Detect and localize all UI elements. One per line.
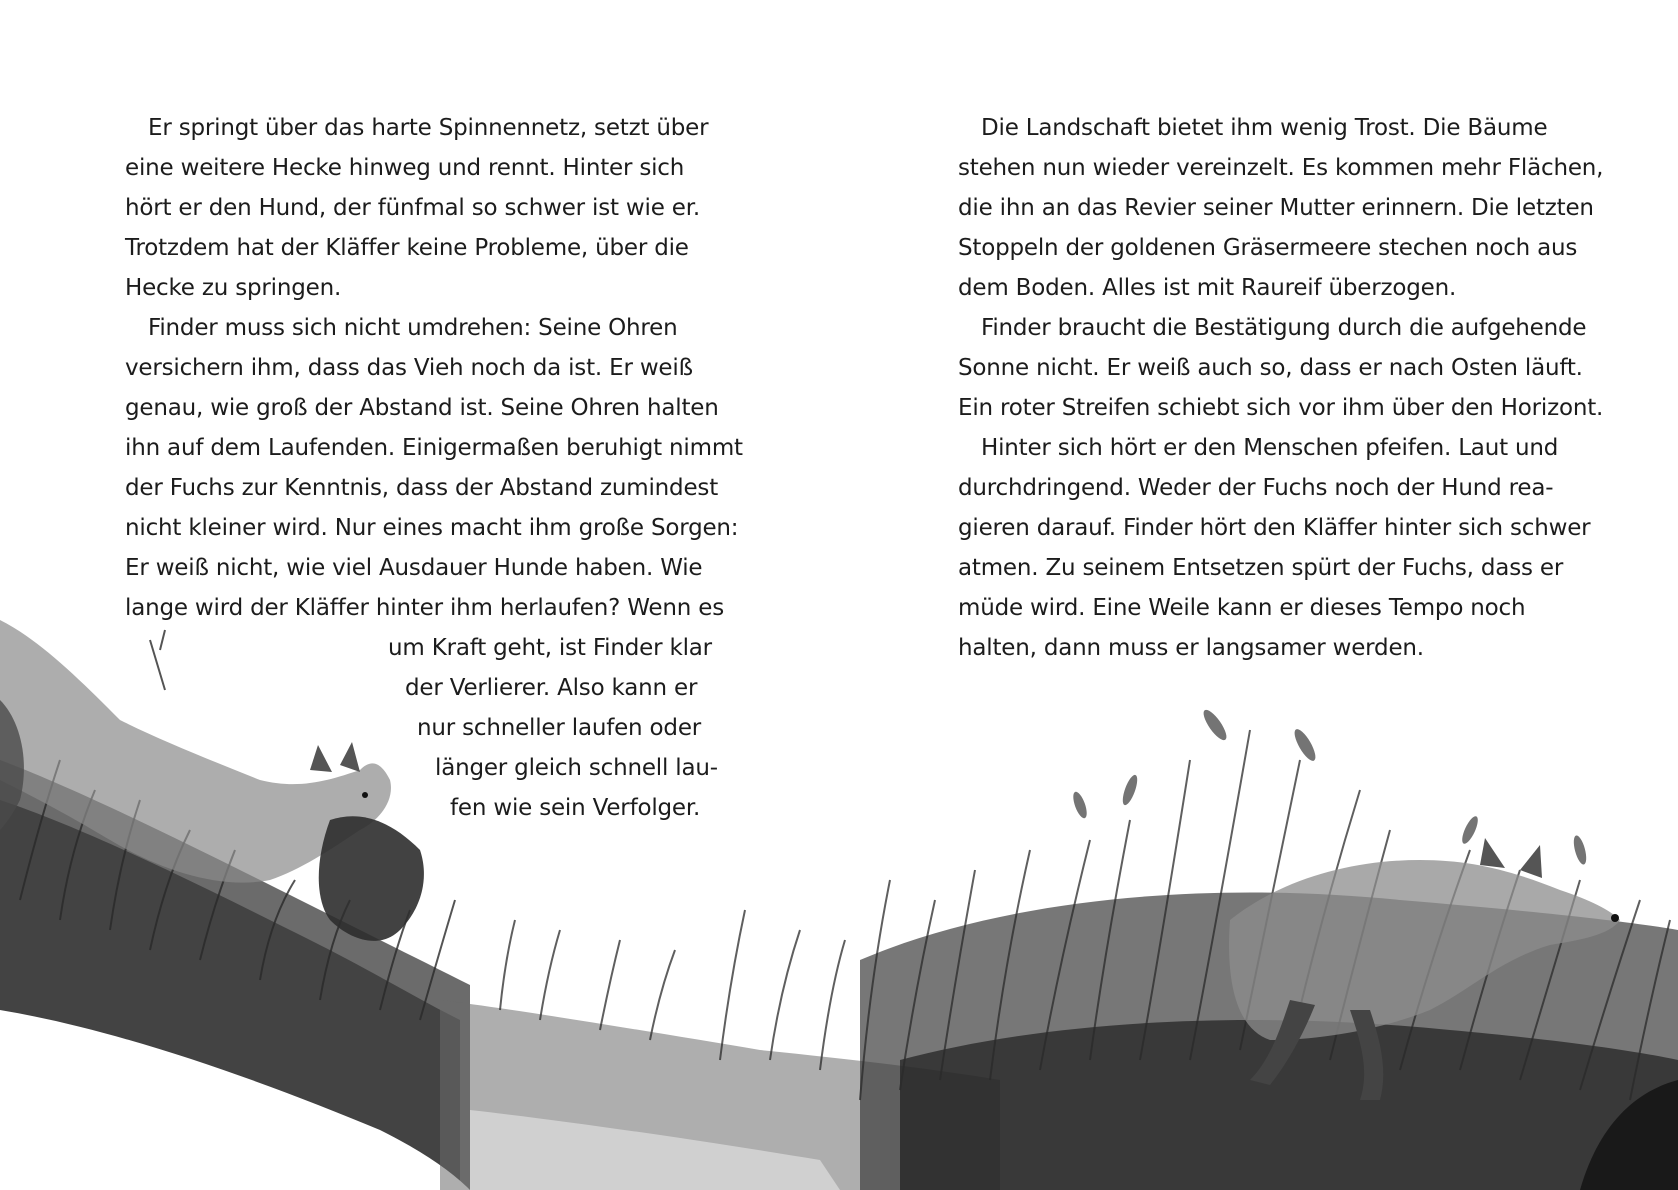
- text-line: atmen. Zu seinem Entsetzen spürt der Fuchs, dass er: [958, 555, 1564, 581]
- text-line: Er weiß nicht, wie viel Ausdauer Hunde haben. Wie: [125, 555, 703, 581]
- text-line: Finder muss sich nicht umdrehen: Seine Ohren: [148, 315, 678, 341]
- text-line: lange wird der Kläffer hinter ihm herlaufen? Wenn es: [125, 595, 724, 621]
- text-line: Hinter sich hört er den Menschen pfeifen. Laut und: [981, 435, 1559, 461]
- text-line: die ihn an das Revier seiner Mutter erinnern. Die letzten: [958, 195, 1594, 221]
- text-line: versichern ihm, dass das Vieh noch da ist. Er weiß: [125, 355, 693, 381]
- text-line: dem Boden. Alles ist mit Raureif überzogen.: [958, 275, 1457, 301]
- text-line: Er springt über das harte Spinnennetz, setzt über: [148, 115, 709, 141]
- text-line: durchdringend. Weder der Fuchs noch der Hund rea-: [958, 475, 1554, 501]
- text-line: länger gleich schnell lau-: [435, 755, 718, 781]
- text-line: halten, dann muss er langsamer werden.: [958, 635, 1424, 661]
- text-line: Stoppeln der goldenen Gräsermeere stechen noch aus: [958, 235, 1578, 261]
- text-line: stehen nun wieder vereinzelt. Es kommen mehr Flächen,: [958, 155, 1604, 181]
- left-page-text: [125, 108, 743, 828]
- text-line: Trotzdem hat der Kläffer keine Probleme, über die: [125, 235, 689, 261]
- text-line: um Kraft geht, ist Finder klar: [388, 635, 712, 661]
- text-line: genau, wie groß der Abstand ist. Seine Ohren halten: [125, 395, 719, 421]
- right-page-text: [958, 108, 1604, 668]
- text-line: der Verlierer. Also kann er: [405, 675, 698, 701]
- text-line: gieren darauf. Finder hört den Kläffer hinter sich schwer: [958, 515, 1591, 541]
- text-line: Finder braucht die Bestätigung durch die aufgehende: [981, 315, 1587, 341]
- text-line: nur schneller laufen oder: [417, 715, 702, 741]
- text-line: der Fuchs zur Kenntnis, dass der Abstand zumindest: [125, 475, 719, 501]
- text-line: hört er den Hund, der fünfmal so schwer ist wie er.: [125, 195, 700, 221]
- text-line: nicht kleiner wird. Nur eines macht ihm große Sorgen:: [125, 515, 739, 541]
- text-line: fen wie sein Verfolger.: [450, 795, 701, 821]
- text-line: Die Landschaft bietet ihm wenig Trost. Die Bäume: [981, 115, 1548, 141]
- text-line: Sonne nicht. Er weiß auch so, dass er nach Osten läuft.: [958, 355, 1583, 381]
- text-line: Ein roter Streifen schiebt sich vor ihm über den Horizont.: [958, 395, 1604, 421]
- text-line: ihn auf dem Laufenden. Einigermaßen beruhigt nimmt: [125, 435, 743, 461]
- text-line: Hecke zu springen.: [125, 275, 342, 301]
- text-line: müde wird. Eine Weile kann er dieses Tempo noch: [958, 595, 1526, 621]
- text-line: eine weitere Hecke hinweg und rennt. Hinter sich: [125, 155, 685, 181]
